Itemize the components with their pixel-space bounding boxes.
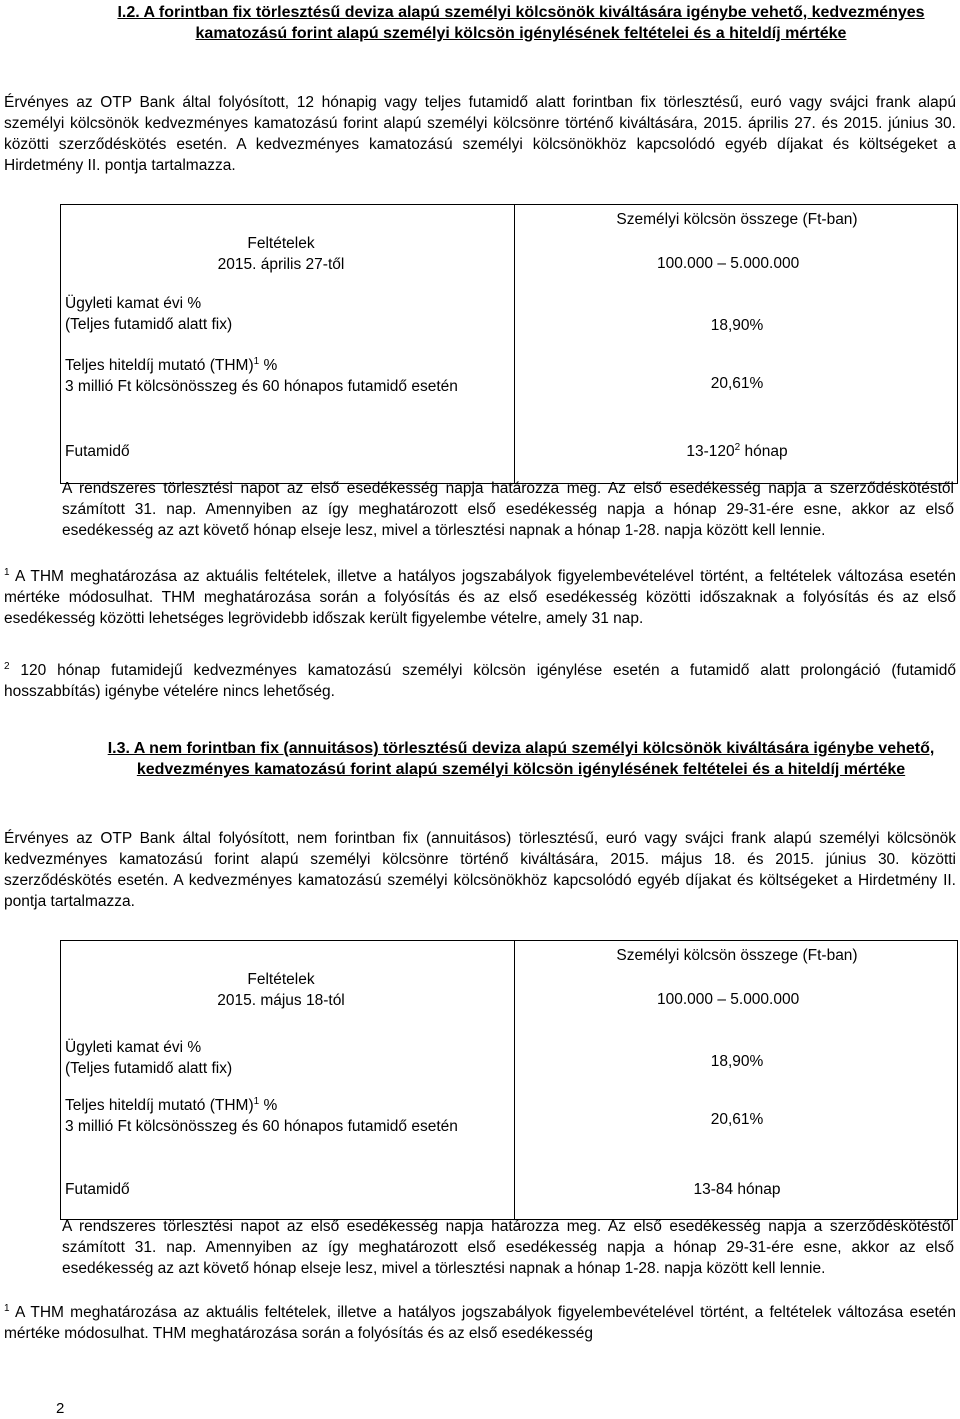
thm-label-percent: % xyxy=(259,1097,278,1114)
thm-footnote-mark: 1 xyxy=(253,355,260,367)
term-value-range: 13-120 xyxy=(686,443,735,460)
table-divider xyxy=(514,205,515,483)
conditions-date: 2015. május 18-tól xyxy=(217,992,345,1009)
interest-rate-value: 18,90% xyxy=(710,317,764,334)
interest-rate-value: 18,90% xyxy=(710,1053,764,1070)
footnote-1-mark: 1 xyxy=(4,566,10,578)
amount-range: 100.000 – 5.000.000 xyxy=(657,991,800,1008)
amount-header: Személyi kölcsön összege (Ft-ban) xyxy=(616,211,858,228)
conditions-label: Feltételek xyxy=(247,235,315,252)
footnote-1-text: A THM meghatározása az aktuális feltételek, illetve a hatályos jogszabályok figyelembevételével történt, a feltételek változása esetén mértéke módosulhat. THM meghatározása során a folyósítás és az első esedékesség közötti időszaknak a folyósítás és az első esedékesség közötti lehetséges legrövidebb időszak került figyelembe vételre, amely 31 nap. xyxy=(4,568,956,627)
conditions-header xyxy=(161,969,401,1011)
footnote-1-text: A THM meghatározása az aktuális feltételek, illetve a hatályos jogszabályok figyelembevételével történt, a feltételek változása esetén mértéke módosulhat. THM meghatározása során a folyósítás és az első esedékesség xyxy=(4,1304,956,1342)
amount-range: 100.000 – 5.000.000 xyxy=(657,255,800,272)
footnote-1-i3 xyxy=(4,1302,956,1344)
interest-rate-label xyxy=(65,293,505,335)
term-footnote-mark: 2 xyxy=(734,441,741,453)
amount-header: Személyi kölcsön összege (Ft-ban) xyxy=(616,947,858,964)
repayment-note-i2: A rendszeres törlesztési napot az első esedékesség napja határozza meg. Az első esedékesség napja a szerződéskötéstől számított 31. nap. Amennyiben az így meghatározott első esedékesség napja a hónap 29-31-ére esne, akkor az első esedékesség az azt követő hónap elseje lesz, mivel a törlesztési napnak a hónap 1-28. napja között kell lennie. xyxy=(62,480,954,539)
thm-label-line1 xyxy=(65,1095,505,1116)
thm-label-line2: 3 millió Ft kölcsönösszeg és 60 hónapos futamidő esetén xyxy=(65,1118,458,1135)
repayment-note-i3: A rendszeres törlesztési napot az első esedékesség napja határozza meg. Az első esedékesség napja a szerződéskötéstől számított 31. nap. Amennyiben az így meghatározott első esedékesség napja a hónap 29-31-ére esne, akkor az első esedékesség az azt követő hónap elseje lesz, mivel a törlesztési napnak a hónap 1-28. napja között kell lennie. xyxy=(62,1218,954,1277)
thm-value: 20,61% xyxy=(710,375,764,392)
conditions-label: Feltételek xyxy=(247,971,315,988)
page-number: 2 xyxy=(56,1400,65,1417)
term-label: Futamidő xyxy=(65,1181,130,1198)
footnote-2-i2 xyxy=(4,660,956,702)
interest-rate-label xyxy=(65,1037,505,1079)
footnote-2-text: 120 hónap futamidejű kedvezményes kamatozású személyi kölcsön igénylése esetén a futamidő alatt prolongáció (futamidő hosszabbítás) igénybe vételére nincs lehetőség. xyxy=(4,662,956,700)
interest-rate-label-line1: Ügyleti kamat évi % xyxy=(65,1039,202,1056)
term-value xyxy=(517,441,957,462)
thm-label-line1 xyxy=(65,355,505,376)
thm-value: 20,61% xyxy=(710,1111,764,1128)
thm-label xyxy=(65,1095,505,1137)
interest-rate-label-line2: (Teljes futamidő alatt fix) xyxy=(65,316,233,333)
thm-label-text: Teljes hiteldíj mutató (THM) xyxy=(65,357,254,374)
section-intro-i2: Érvényes az OTP Bank által folyósított, 12 hónapig vagy teljes futamidő alatt forintban fix törlesztésű, euró vagy svájci frank alapú személyi kölcsönök kedvezményes kamatozású forint alapú személyi kölcsönre történő kiváltására, 2015. április 27. és 2015. június 30. közötti szerződéskötés esetén. A kedvezményes kamatozású személyi kölcsönökhöz kapcsolódó egyéb díjakat és költségeket a Hirdetmény II. pontja tartalmazza. xyxy=(4,94,956,174)
interest-rate-label-line1: Ügyleti kamat évi % xyxy=(65,295,202,312)
thm-footnote-mark: 1 xyxy=(253,1095,260,1107)
conditions-date: 2015. április 27-től xyxy=(217,256,345,273)
term-value-unit: hónap xyxy=(740,443,788,460)
conditions-table-i3 xyxy=(60,940,958,1220)
thm-label-line2: 3 millió Ft kölcsönösszeg és 60 hónapos futamidő esetén xyxy=(65,378,458,395)
thm-label-percent: % xyxy=(259,357,278,374)
conditions-header xyxy=(161,233,401,275)
thm-label xyxy=(65,355,505,397)
table-divider xyxy=(514,941,515,1219)
thm-label-text: Teljes hiteldíj mutató (THM) xyxy=(65,1097,254,1114)
section-heading-i2: I.2. A forintban fix törlesztésű deviza alapú személyi kölcsönök kiváltására igénybe vehető, kedvezményes kamatozású forint alapú személyi kölcsön igénylésének feltételei és a hiteldíj mértéke xyxy=(117,4,925,42)
section-intro-i3: Érvényes az OTP Bank által folyósított, nem forintban fix (annuitásos) törlesztésű, euró vagy svájci frank alapú személyi kölcsönök kedvezményes kamatozású forint alapú személyi kölcsönre történő kiváltására, 2015. május 18. és 2015. június 30. közötti szerződéskötés esetén. A kedvezményes kamatozású személyi kölcsönökhöz kapcsolódó egyéb díjakat és költségeket a Hirdetmény II. pontja tartalmazza. xyxy=(4,830,956,910)
term-value: 13-84 hónap xyxy=(693,1181,781,1198)
footnote-1-i2 xyxy=(4,566,956,629)
footnote-2-mark: 2 xyxy=(4,660,10,672)
term-label: Futamidő xyxy=(65,443,130,460)
interest-rate-label-line2: (Teljes futamidő alatt fix) xyxy=(65,1060,233,1077)
conditions-table-i2 xyxy=(60,204,958,484)
footnote-1-mark: 1 xyxy=(4,1302,10,1314)
section-heading-i3: I.3. A nem forintban fix (annuitásos) törlesztésű deviza alapú személyi kölcsönök kiváltására igénybe vehető, kedvezményes kamatozású forint alapú személyi kölcsön igénylésének feltételei és a hiteldíj mértéke xyxy=(107,740,935,778)
